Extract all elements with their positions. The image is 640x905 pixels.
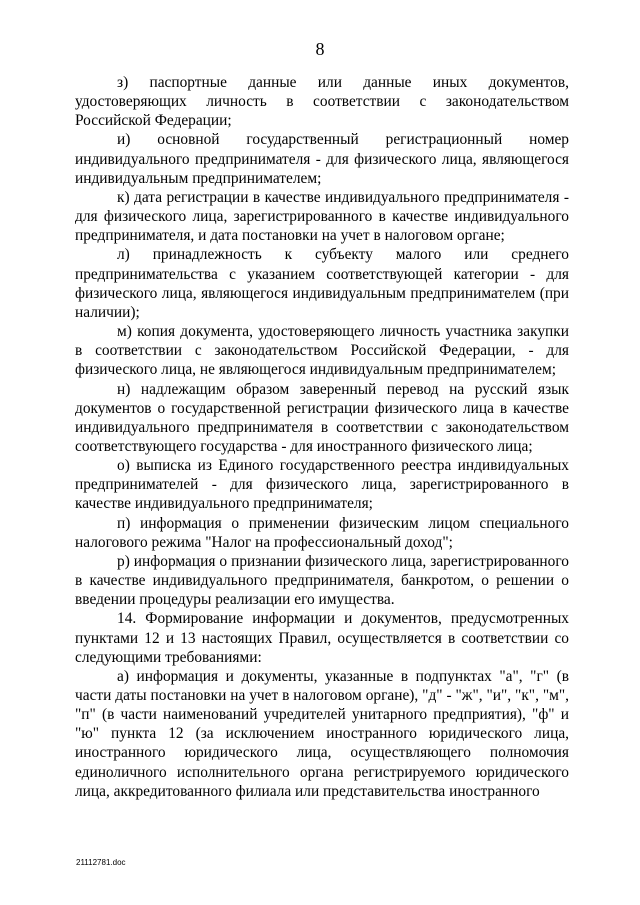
page-number: 8 — [315, 39, 325, 59]
paragraph-i: и) основной государственный регистрационный номер индивидуального предпринимателя - для физического лица, являющегося индивидуальным предпринимателем; — [75, 131, 569, 187]
paragraph-p: п) информация о применении физическим лицом специального налогового режима "Налог на профессиональный доход"; — [75, 514, 569, 551]
paragraph-k: к) дата регистрации в качестве индивидуального предпринимателя - для физического лица, зарегистрированного в качестве индивидуального предпринимателя, и дата постановки на учет в налоговом органе; — [75, 188, 569, 245]
paragraph-n: н) надлежащим образом заверенный перевод на русский язык документов о государственной регистрации физического лица в качестве индивидуального предпринимателя в соответствии с законодательством соответствующего государства - для иностранного физического лица; — [75, 380, 569, 455]
footer-filename: 21112781.doc — [76, 858, 126, 867]
paragraph-z: з) паспортные данные или данные иных документов, удостоверяющих личность в соответствии с законодательством Российской Федерации; — [75, 74, 569, 130]
paragraph-l: л) принадлежность к субъекту малого или среднего предпринимательства с указанием соответствующей категории - для физического лица, являющегося индивидуальным предпринимателем (при наличии); — [75, 246, 569, 321]
document-body — [75, 73, 569, 801]
paragraph-m: м) копия документа, удостоверяющего личность участника закупки в соответствии с законодательством Российской Федерации, - для физического лица, не являющегося индивидуальным предпринимателем; — [75, 323, 569, 379]
paragraph-o: о) выписка из Единого государственного реестра индивидуальных предпринимателей - для физического лица, зарегистрированного в качестве индивидуального предпринимателя; — [75, 457, 569, 513]
paragraph-r: р) информация о признании физического лица, зарегистрированного в качестве индивидуального предпринимателя, банкротом, о решении о введении процедуры реализации его имущества. — [75, 552, 569, 609]
paragraph-14-a: а) информация и документы, указанные в подпунктах "а", "г" (в части даты постановки на учет в налоговом органе), "д" - "ж", "и", "к", "м", "п" (в части наименований учредителей унитарного предприятия), "ф" и "ю" пункта 12 (за исключением иностранного юридического лица, иностранного юридического лица, осуществляющего полномочия единоличного исполнительного органа регистрируемого юридического лица, аккредитованного филиала или представительства иностранного — [75, 667, 569, 800]
paragraph-14: 14. Формирование информации и документов, предусмотренных пунктами 12 и 13 настоящих Правил, осуществляется в соответствии со следующими требованиями: — [75, 610, 569, 666]
